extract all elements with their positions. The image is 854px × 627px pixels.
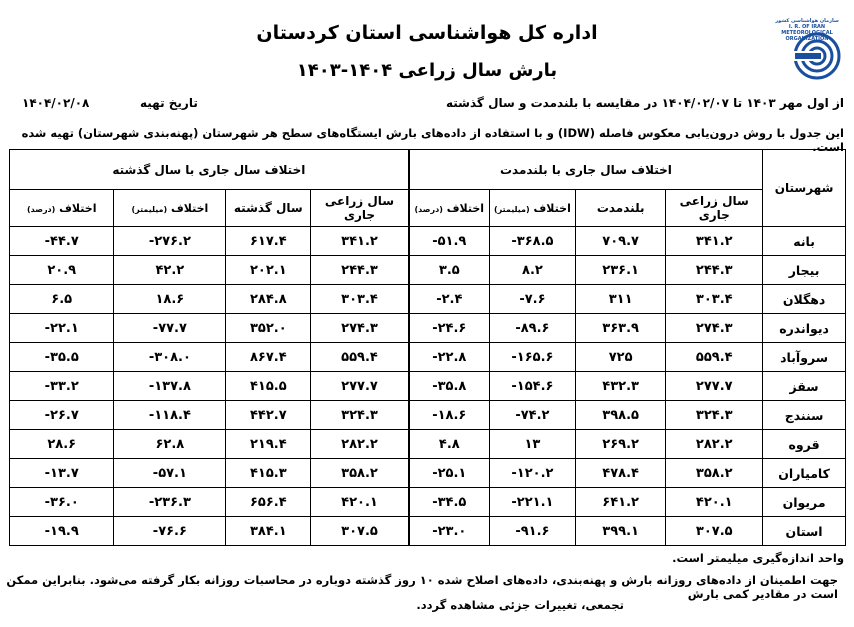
table-row [10,517,846,546]
cell-current: ۲۷۷.۷ [666,372,763,401]
cell-current: ۳۰۷.۵ [666,517,763,546]
cell-city: سروآباد [763,343,846,372]
col-lastyear-header: سال گذشته [226,190,311,227]
cell-current: ۳۴۱.۲ [666,227,763,256]
cell-lastyear: ۲۰۲.۱ [226,256,311,285]
cell-longterm: ۲۳۶.۱ [575,256,665,285]
cell-city: بانه [763,227,846,256]
cell-current2: ۳۰۳.۴ [311,285,409,314]
col-diff2-mm-header [114,190,226,227]
cell-diff2-pct: ۳۳.۲- [10,372,114,401]
cell-diff2-mm: ۲۷۶.۲- [114,227,226,256]
date-label: تاریخ تهیه [140,96,198,110]
cell-diff2-pct: ۶.۵ [10,285,114,314]
cell-diff2-pct: ۱۹.۹- [10,517,114,546]
cell-longterm: ۳۹۸.۵ [575,401,665,430]
cell-diff2-mm: ۷۶.۶- [114,517,226,546]
cell-current2: ۳۵۸.۲ [311,459,409,488]
cell-city: بیجار [763,256,846,285]
cell-lastyear: ۲۸۴.۸ [226,285,311,314]
cell-diff-mm: ۱۶۵.۶- [489,343,575,372]
table-row [10,343,846,372]
cell-longterm: ۴۷۸.۴ [575,459,665,488]
cell-current2: ۳۰۷.۵ [311,517,409,546]
cell-current: ۵۵۹.۴ [666,343,763,372]
cell-lastyear: ۴۱۵.۵ [226,372,311,401]
diff-unit-pct: (درصد) [414,204,443,214]
logo-text-line-1: سازمان هواشناسی کشور [775,18,839,24]
cell-diff2-mm: ۲۳۶.۳- [114,488,226,517]
table-row [10,285,846,314]
cell-current2: ۳۴۱.۲ [311,227,409,256]
cell-lastyear: ۴۱۵.۳ [226,459,311,488]
cell-current2: ۴۲۰.۱ [311,488,409,517]
page-title: اداره کل هواشناسی استان کردستان [256,22,598,44]
cell-diff-mm: ۱۵۴.۶- [489,372,575,401]
cell-diff-pct: ۴.۸ [409,430,490,459]
cell-longterm: ۳۱۱ [575,285,665,314]
cell-diff2-mm: ۱۳۷.۸- [114,372,226,401]
cell-diff-pct: ۲۲.۸- [409,343,490,372]
cell-diff-pct: ۲۳.۰- [409,517,490,546]
cell-diff2-mm: ۴۲.۲ [114,256,226,285]
note-line-2: تجمعی، تغییرات جزئی مشاهده گردد. [416,598,624,612]
cell-current: ۳۰۳.۴ [666,285,763,314]
table-row [10,256,846,285]
col-current2-header: سال زراعی جاری [311,190,409,227]
cell-diff2-pct: ۳۵.۵- [10,343,114,372]
diff-unit-mm: (میلیمتر) [494,204,530,214]
cell-city: قروه [763,430,846,459]
cell-current2: ۲۸۲.۲ [311,430,409,459]
cell-diff-pct: ۱۸.۶- [409,401,490,430]
cell-diff2-mm: ۱۱۸.۴- [114,401,226,430]
cell-current: ۲۴۴.۳ [666,256,763,285]
cell-longterm: ۲۶۹.۲ [575,430,665,459]
cell-diff-pct: ۵۱.۹- [409,227,490,256]
cell-city: مریوان [763,488,846,517]
cell-diff-pct: ۳۵.۸- [409,372,490,401]
lastyear-group-header: اختلاف سال جاری با سال گذشته [10,150,409,190]
cell-longterm: ۳۶۳.۹ [575,314,665,343]
cell-diff2-mm: ۷۷.۷- [114,314,226,343]
cell-current: ۳۲۴.۳ [666,401,763,430]
col-diff-pct-header [409,190,490,227]
table-row [10,430,846,459]
cell-diff-pct: ۳.۵ [409,256,490,285]
table-row [10,372,846,401]
longterm-group-header: اختلاف سال جاری با بلندمدت [409,150,763,190]
cell-diff2-mm: ۵۷.۱- [114,459,226,488]
cell-diff-pct: ۲.۴- [409,285,490,314]
cell-diff-mm: ۷.۶- [489,285,575,314]
diff-unit-mm: (میلیمتر) [131,204,168,214]
city-header: شهرستان [763,150,846,227]
cell-current2: ۲۴۴.۳ [311,256,409,285]
cell-city: دهگلان [763,285,846,314]
period-text: از اول مهر ۱۴۰۳ تا ۱۴۰۴/۰۲/۰۷ در مقایسه با بلندمدت و سال گذشته [446,96,844,110]
table-row [10,488,846,517]
cell-diff-mm: ۱۲۰.۲- [489,459,575,488]
cell-diff-mm: ۷۴.۲- [489,401,575,430]
cell-lastyear: ۳۵۲.۰ [226,314,311,343]
cell-diff-mm: ۸۹.۶- [489,314,575,343]
col-diff2-pct-header [10,190,114,227]
note-line-1: جهت اطمینان از داده‌های روزانه بارش و پهنه‌بندی، داده‌های اصلاح شده ۱۰ روز گذشته دوباره در محاسبات روزانه بکار گرفته می‌شود. بنابراین ممکن است در مقادیر کمی بارش [6,573,838,601]
cell-diff2-pct: ۲۰.۹ [10,256,114,285]
cell-diff2-pct: ۳۶.۰- [10,488,114,517]
diff-unit-pct: (درصد) [26,204,56,214]
logo-text-line-4: ORGANIZATION [785,36,829,42]
cell-city: سقز [763,372,846,401]
diff-label: اختلاف [170,201,209,215]
page-subtitle: بارش سال زراعی ۱۴۰۴-۱۴۰۳ [296,60,558,81]
table-row [10,227,846,256]
cell-diff-pct: ۲۵.۱- [409,459,490,488]
cell-lastyear: ۴۴۲.۷ [226,401,311,430]
cell-longterm: ۷۰۹.۷ [575,227,665,256]
cell-longterm: ۴۳۲.۳ [575,372,665,401]
cell-diff-mm: ۹۱.۶- [489,517,575,546]
diff-label: اختلاف [533,201,571,215]
rainfall-table [9,149,846,546]
diff-label: اختلاف [446,201,485,215]
cell-current: ۲۷۴.۳ [666,314,763,343]
cell-current2: ۲۷۷.۷ [311,372,409,401]
cell-diff-mm: ۳۶۸.۵- [489,227,575,256]
cell-lastyear: ۶۵۶.۴ [226,488,311,517]
cell-current2: ۵۵۹.۴ [311,343,409,372]
table-row [10,459,846,488]
cell-city: دیواندره [763,314,846,343]
cell-lastyear: ۳۸۴.۱ [226,517,311,546]
cell-diff2-pct: ۲۲.۱- [10,314,114,343]
meteorological-organization-logo [755,12,845,84]
unit-note: واحد اندازه‌گیری میلیمتر است. [672,551,844,565]
logo-text-line-2: I. R. OF IRAN [788,24,826,30]
cell-diff2-pct: ۲۸.۶ [10,430,114,459]
cell-diff-mm: ۲۲۱.۱- [489,488,575,517]
cell-longterm: ۳۹۹.۱ [575,517,665,546]
cell-lastyear: ۶۱۷.۴ [226,227,311,256]
cell-longterm: ۶۴۱.۲ [575,488,665,517]
cell-current: ۳۵۸.۲ [666,459,763,488]
cell-city: کامیاران [763,459,846,488]
cell-city: استان [763,517,846,546]
cell-current2: ۲۷۴.۳ [311,314,409,343]
col-current-header: سال زراعی جاری [666,190,763,227]
cell-current: ۴۲۰.۱ [666,488,763,517]
col-longterm-header: بلندمدت [575,190,665,227]
cell-diff2-pct: ۴۴.۷- [10,227,114,256]
cell-diff-mm: ۸.۲ [489,256,575,285]
table-row [10,401,846,430]
cell-current: ۲۸۲.۲ [666,430,763,459]
cell-diff-mm: ۱۳ [489,430,575,459]
cell-diff-pct: ۳۴.۵- [409,488,490,517]
cell-longterm: ۷۲۵ [575,343,665,372]
logo-text [772,18,842,42]
cell-diff2-mm: ۶۲.۸ [114,430,226,459]
cell-diff2-mm: ۳۰۸.۰- [114,343,226,372]
col-diff-mm-header [489,190,575,227]
cell-current2: ۳۲۴.۳ [311,401,409,430]
cell-diff2-mm: ۱۸.۶ [114,285,226,314]
cell-lastyear: ۲۱۹.۴ [226,430,311,459]
cell-city: سنندج [763,401,846,430]
cell-diff2-pct: ۲۶.۷- [10,401,114,430]
cell-diff2-pct: ۱۳.۷- [10,459,114,488]
cell-lastyear: ۸۶۷.۴ [226,343,311,372]
diff-label: اختلاف [59,201,97,215]
logo-text-line-3: METEOROLOGICAL [781,30,833,36]
cell-diff-pct: ۲۴.۶- [409,314,490,343]
method-text: این جدول با روش درون‌یابی معکوس فاصله (IDW) و با استفاده از داده‌های بارش ایستگاه‌های سطح هر شهرستان (پهنه‌بندی شهرستان) تهیه شده است. [21,126,844,154]
table-row [10,314,846,343]
date-value: ۱۴۰۴/۰۲/۰۸ [22,96,90,110]
